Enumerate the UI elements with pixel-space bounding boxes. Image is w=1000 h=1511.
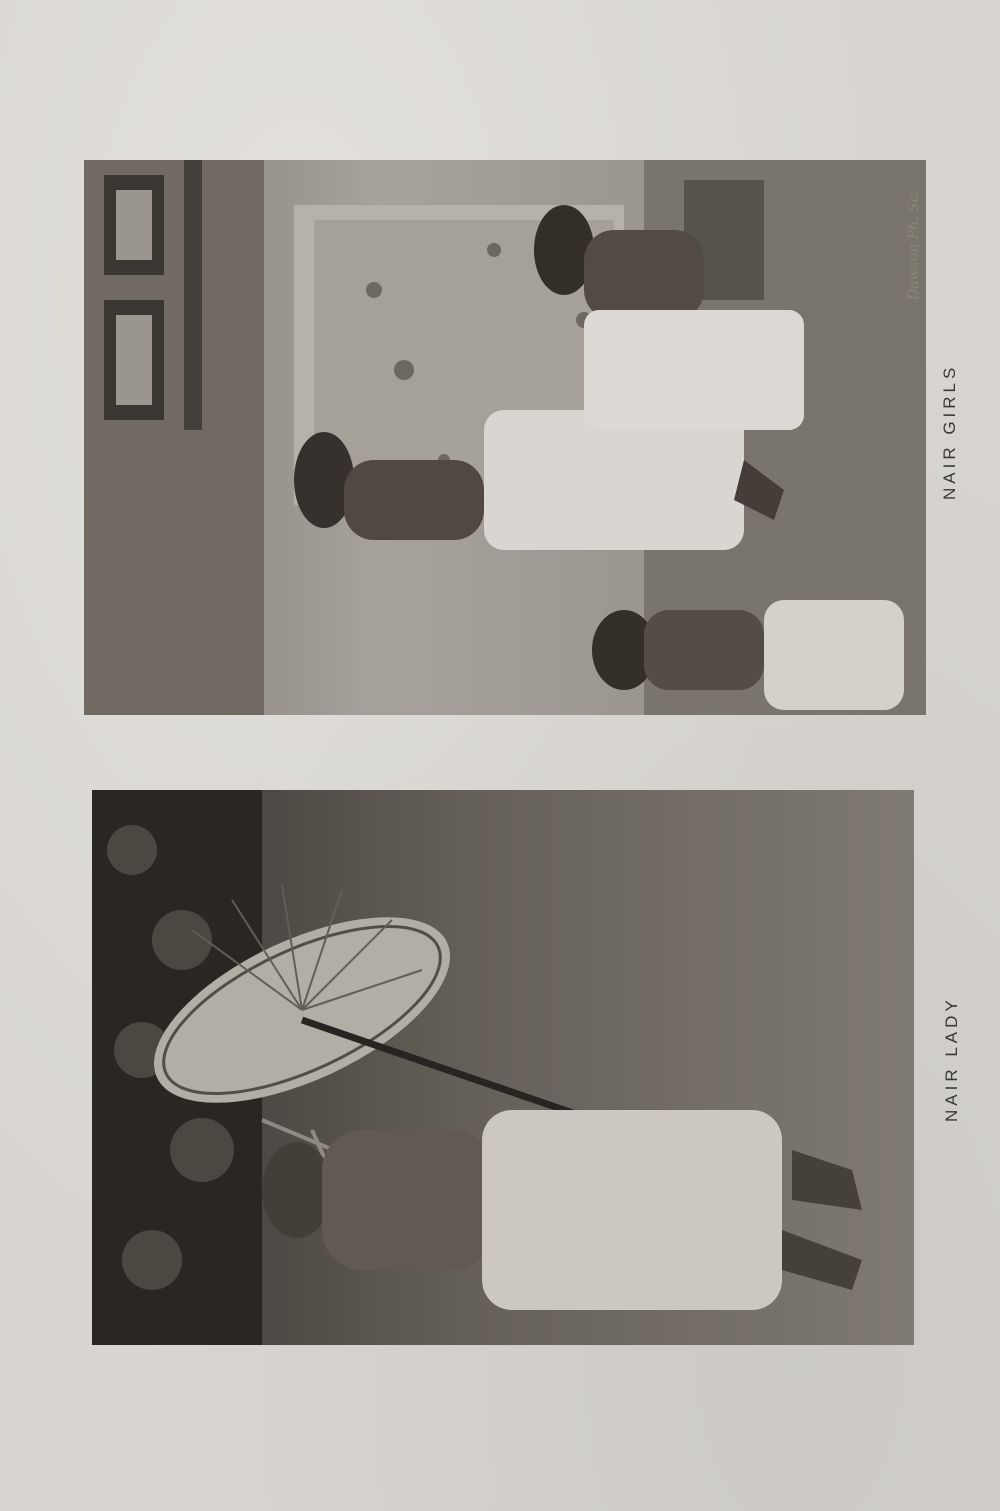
- caption-nair-girls: NAIR GIRLS: [940, 363, 959, 500]
- photo-nair-girls: [84, 160, 926, 715]
- caption-nair-lady: NAIR LADY: [942, 996, 961, 1122]
- engraver-signature: Dawson Ph. Sc.: [906, 190, 922, 300]
- photo-plate-nair-girls: [84, 160, 926, 715]
- photo-plate-nair-lady: [92, 790, 914, 1345]
- photo-nair-lady: [92, 790, 914, 1345]
